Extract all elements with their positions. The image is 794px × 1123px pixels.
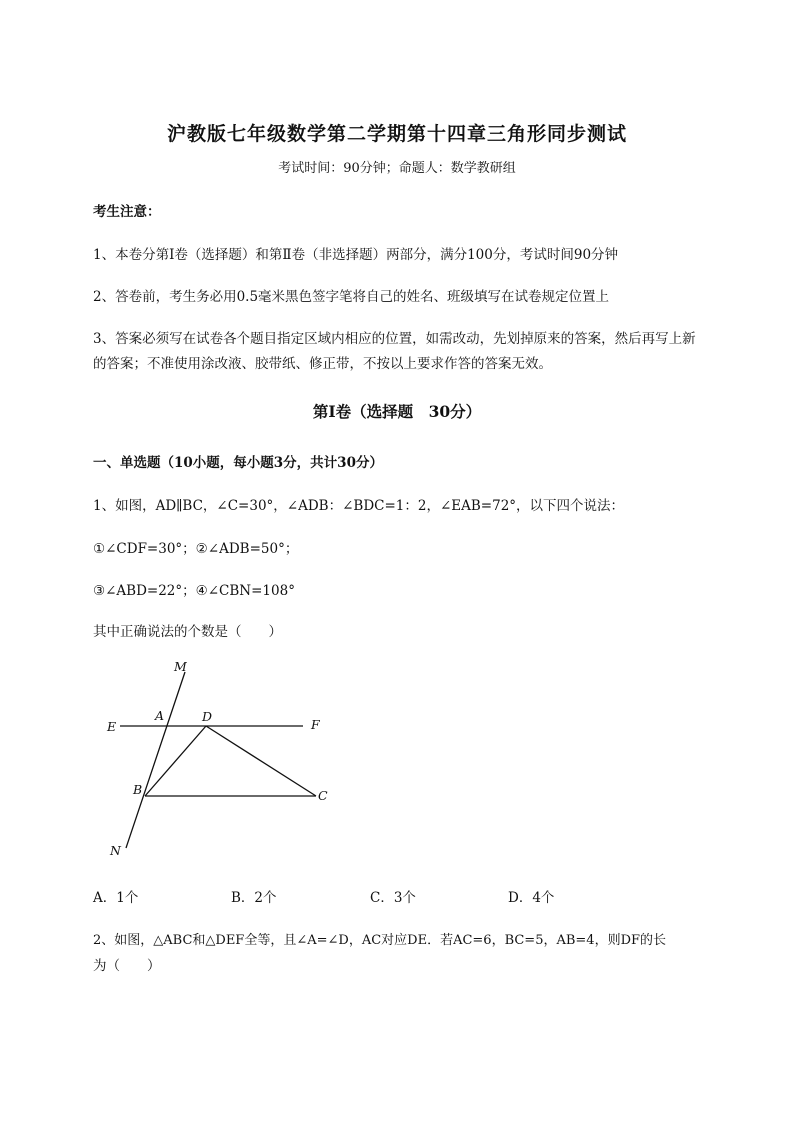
notice-item-3-cont: 的答案；不准使用涂改液、胶带纸、修正带，不按以上要求作答的答案无效。 (93, 356, 552, 372)
q1-question: 其中正确说法的个数是（ ） (93, 624, 282, 640)
part-heading: 一、单选题（10小题，每小题3分，共计30分） (93, 455, 383, 471)
exam-subtitle: 考试时间：90分钟；命题人：数学教研组 (278, 161, 516, 176)
q2-stem-cont: 为（ ） (93, 958, 161, 974)
notice-item-1: 1、本卷分第Ⅰ卷（选择题）和第Ⅱ卷（非选择题）两部分，满分100分，考试时间90分钟 (93, 247, 619, 263)
notice-heading: 考生注意： (93, 204, 161, 220)
label-b: B (133, 782, 143, 797)
label-e: E (107, 719, 117, 734)
section-title: 第Ⅰ卷（选择题 30分） (312, 402, 482, 421)
q1-option-c: C．3个 (370, 890, 416, 906)
label-a: A (155, 708, 165, 723)
q1-figure (100, 655, 340, 860)
notice-item-2: 2、答卷前，考生务必用0.5毫米黑色签字笔将自己的姓名、班级填写在试卷规定位置上 (93, 289, 610, 305)
label-d: D (202, 709, 213, 724)
segment-bd (145, 726, 206, 796)
label-m: M (174, 659, 187, 674)
q1-option-a: A．1个 (93, 890, 139, 906)
q1-statement-2: ③∠ABD=22°；④∠CBN=108° (93, 583, 295, 599)
q1-option-d: D．4个 (508, 890, 555, 906)
label-c: C (318, 788, 328, 803)
label-n: N (110, 843, 121, 858)
q1-option-b: B．2个 (231, 890, 277, 906)
notice-item-3: 3、答案必须写在试卷各个题目指定区域内相应的位置，如需改动，先划掉原来的答案，然后再写上新 (93, 331, 696, 347)
q1-statement-1: ①∠CDF=30°；②∠ADB=50°； (93, 541, 299, 557)
label-f: F (311, 717, 320, 732)
segment-dc (206, 726, 316, 796)
page-title: 沪教版七年级数学第二学期第十四章三角形同步测试 (166, 123, 627, 145)
q1-stem: 1、如图，AD∥BC，∠C=30°，∠ADB：∠BDC=1：2，∠EAB=72°，以下四个说法： (93, 498, 625, 514)
q2-stem: 2、如图，△ABC和△DEF全等，且∠A=∠D，AC对应DE．若AC=6，BC=5，AB=4，则DF的长 (93, 933, 667, 948)
